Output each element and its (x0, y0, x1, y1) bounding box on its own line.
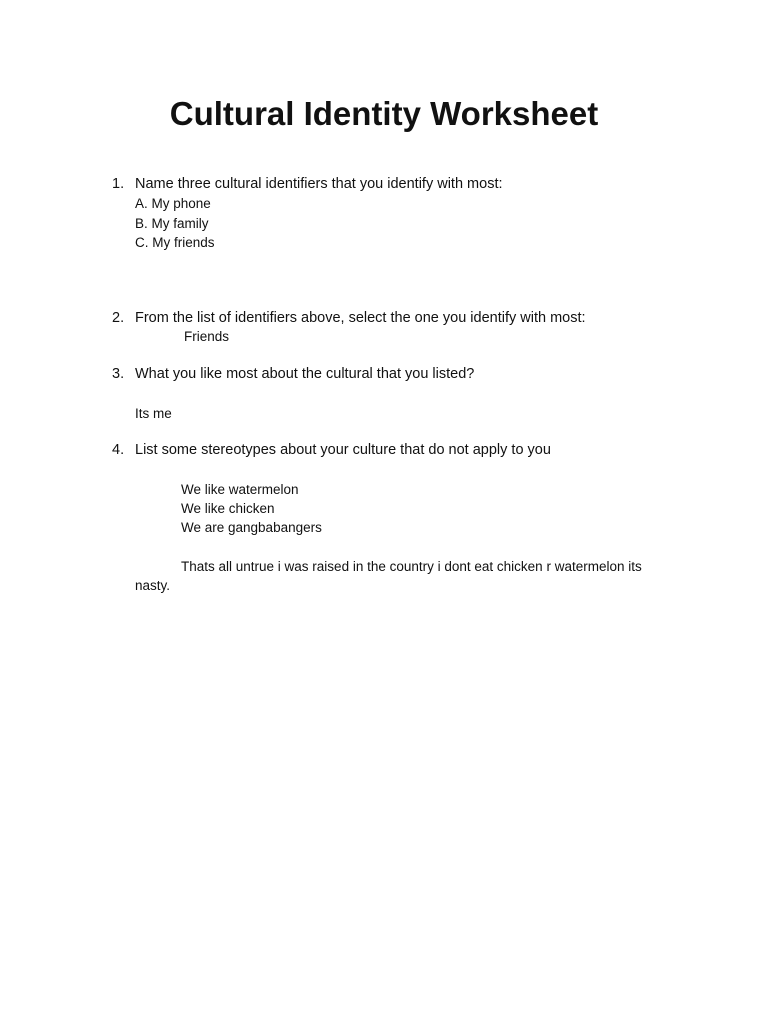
answer-4-paragraph (135, 557, 665, 595)
question-number: 4. (112, 442, 125, 458)
answer-4b: We like chicken (181, 501, 275, 516)
answer-1c: C. My friends (135, 235, 215, 250)
question-text: List some stereotypes about your culture that do not apply to you (135, 442, 551, 458)
answer-2: Friends (184, 329, 230, 344)
question-text: From the list of identifiers above, select the one you identify with most: (135, 310, 586, 326)
question-number: 2. (112, 310, 125, 326)
answer-1b: B. My family (135, 216, 209, 231)
question-text: Name three cultural identifiers that you identify with most: (135, 176, 503, 192)
question-number: 1. (112, 176, 125, 192)
answer-4c: We are gangbabangers (181, 520, 322, 535)
page-title: Cultural Identity Worksheet (169, 95, 599, 132)
answer-3: Its me (135, 406, 172, 421)
answer-4a: We like watermelon (181, 482, 299, 497)
question-text: What you like most about the cultural that you listed? (135, 366, 475, 382)
question-number: 3. (112, 366, 125, 382)
answer-1a: A. My phone (135, 196, 211, 211)
paragraph-text: Thats all untrue i was raised in the country i dont eat chicken r watermelon its nasty. (135, 559, 642, 593)
